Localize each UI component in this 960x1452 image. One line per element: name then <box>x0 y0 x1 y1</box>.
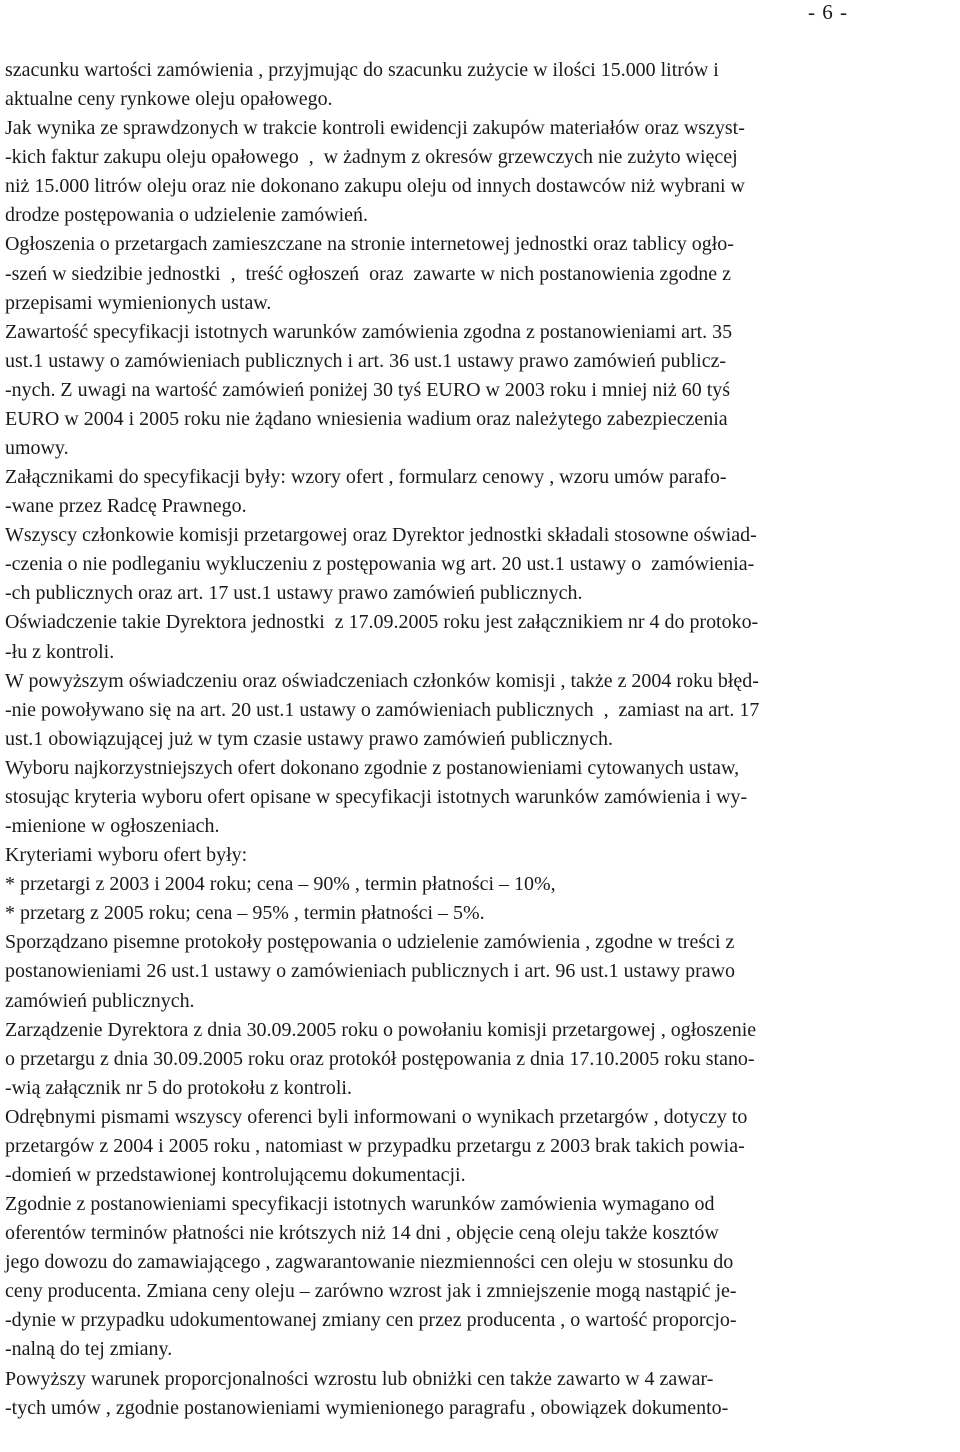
text-line: Powyższy warunek proporcjonalności wzrostu lub obniżki cen także zawarto w 4 zawar- <box>5 1367 714 1390</box>
text-line: -nych. Z uwagi na wartość zamówień poniżej 30 tyś EURO w 2003 roku i mniej niż 60 tyś <box>5 378 731 401</box>
text-line: * przetarg z 2005 roku; cena – 95% , termin płatności – 5%. <box>5 902 485 925</box>
text-line: -nie powoływano się na art. 20 ust.1 ustawy o zamówieniach publicznych , zamiast na art. 17 <box>5 698 760 721</box>
text-line: oferentów terminów płatności nie krótszych niż 14 dni , objęcie ceną oleju także kosztów <box>5 1222 719 1245</box>
text-line: Kryteriami wyboru ofert były: <box>5 844 248 867</box>
text-line: -tych umów , zgodnie postanowieniami wymienionego paragrafu , obowiązek dokumento- <box>5 1396 729 1419</box>
text-line: * przetargi z 2003 i 2004 roku; cena – 90% , termin płatności – 10%, <box>5 873 556 896</box>
text-line: Załącznikami do specyfikacji były: wzory ofert , formularz cenowy , wzoru umów parafo- <box>5 466 727 489</box>
text-line: -ch publicznych oraz art. 17 ust.1 ustawy prawo zamówień publicznych. <box>5 582 583 605</box>
text-line: o przetargu z dnia 30.09.2005 roku oraz protokół postępowania z dnia 17.10.2005 roku stano- <box>5 1047 755 1070</box>
text-line: Ogłoszenia o przetargach zamieszczane na stronie internetowej jednostki oraz tablicy ogło- <box>5 233 734 256</box>
text-line: -dynie w przypadku udokumentowanej zmiany cen przez producenta , o wartość proporcjo- <box>5 1309 737 1332</box>
text-line: Oświadczenie takie Dyrektora jednostki z 17.09.2005 roku jest załącznikiem nr 4 do protoko- <box>5 611 759 634</box>
text-line: umowy. <box>5 437 69 460</box>
page-number: - 6 - <box>808 0 848 24</box>
text-line: -mienione w ogłoszeniach. <box>5 815 220 838</box>
text-line: Zawartość specyfikacji istotnych warunków zamówienia zgodna z postanowieniami art. 35 <box>5 320 733 343</box>
text-line: Wszyscy członkowie komisji przetargowej oraz Dyrektor jednostki składali stosowne oświad- <box>5 524 757 547</box>
text-line: Sporządzano pisemne protokoły postępowania o udzielenie zamówienia , zgodne w treści z <box>5 931 735 954</box>
text-line: -wią załącznik nr 5 do protokołu z kontroli. <box>5 1076 352 1099</box>
text-line <box>5 1423 955 1452</box>
text-line: Odrębnymi pismami wszyscy oferenci byli informowani o wynikach przetargów , dotyczy to <box>5 1105 748 1128</box>
text-line: zamówień publicznych. <box>5 989 195 1012</box>
text-line: jego dowozu do zamawiającego , zagwarantowanie niezmienności cen oleju w stosunku do <box>5 1251 734 1274</box>
text-line: drodze postępowania o udzielenie zamówień. <box>5 204 368 227</box>
text-line: ust.1 obowiązującej już w tym czasie ustawy prawo zamówień publicznych. <box>5 727 613 750</box>
text-line: szacunku wartości zamówienia , przyjmując do szacunku zużycie w ilości 15.000 litrów i <box>5 59 719 81</box>
text-line: niż 15.000 litrów oleju oraz nie dokonano zakupu oleju od innych dostawców niż wybrani w <box>5 175 745 198</box>
text-line: Zgodnie z postanowieniami specyfikacji istotnych warunków zamówienia wymagano od <box>5 1193 715 1216</box>
text-line: -wane przez Radcę Prawnego. <box>5 495 247 518</box>
text-line: przepisami wymienionych ustaw. <box>5 291 272 314</box>
text-line: aktualne ceny rynkowe oleju opałowego. <box>5 88 333 111</box>
text-line: Jak wynika ze sprawdzonych w trakcie kontroli ewidencji zakupów materiałów oraz wszyst- <box>5 117 745 140</box>
text-line: -czenia o nie podleganiu wykluczeniu z postępowania wg art. 20 ust.1 ustawy o zamówienia- <box>5 553 755 576</box>
text-line: EURO w 2004 i 2005 roku nie żądano wniesienia wadium oraz należytego zabezpieczenia <box>5 407 728 430</box>
text-line: -nalną do tej zmiany. <box>5 1338 173 1361</box>
text-line: Zarządzenie Dyrektora z dnia 30.09.2005 roku o powołaniu komisji przetargowej , ogłoszenie <box>5 1018 757 1041</box>
document-body <box>5 56 957 1452</box>
text-line: postanowieniami 26 ust.1 ustawy o zamówieniach publicznych i art. 96 ust.1 ustawy prawo <box>5 960 735 983</box>
text-line: -domień w przedstawionej kontrolującemu dokumentacji. <box>5 1163 466 1186</box>
text-line: -łu z kontroli. <box>5 640 115 663</box>
text-line: Wyboru najkorzystniejszych ofert dokonano zgodnie z postanowieniami cytowanych ustaw, <box>5 756 740 779</box>
text-line: -szeń w siedzibie jednostki , treść ogłoszeń oraz zawarte w nich postanowienia zgodne z <box>5 262 732 285</box>
text-line: ust.1 ustawy o zamówieniach publicznych i art. 36 ust.1 ustawy prawo zamówień publicz- <box>5 349 727 372</box>
text-line: -kich faktur zakupu oleju opałowego , w żadnym z okresów grzewczych nie zużyto więcej <box>5 146 738 169</box>
text-line: W powyższym oświadczeniu oraz oświadczeniach członków komisji , także z 2004 roku błęd- <box>5 669 759 692</box>
text-line: ceny producenta. Zmiana ceny oleju – zarówno wzrost jak i zmniejszenie mogą nastąpić je- <box>5 1280 737 1303</box>
text-line: przetargów z 2004 i 2005 roku , natomiast w przypadku przetargu z 2003 brak takich powia- <box>5 1134 745 1157</box>
text-line: stosując kryteria wyboru ofert opisane w specyfikacji istotnych warunków zamówienia i wy- <box>5 785 748 808</box>
